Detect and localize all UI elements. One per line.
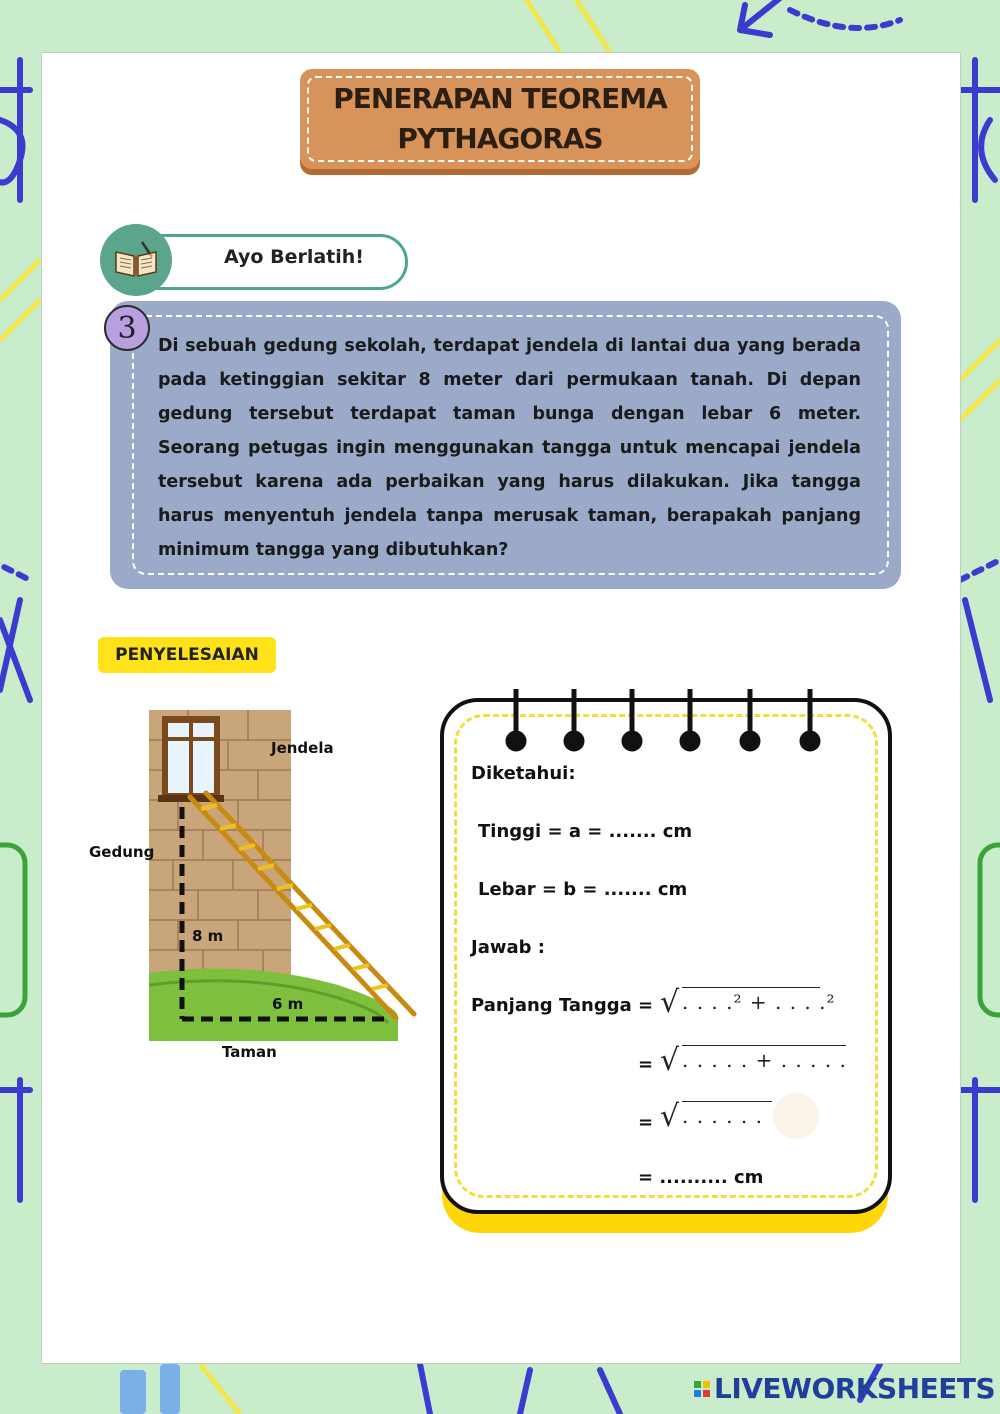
problem-text: Di sebuah gedung sekolah, terdapat jendela di lantai dua yang berada pada ketinggian sekitar 8 meter dari permukaan tanah. Di depan gedung tersebut terdapat taman bunga dengan lebar 6 meter. Seorang petugas ingin menggunakan tangga untuk mencapai jendela tersebut karena ada perbaikan yang harus dilakukan. Jika tangga harus menyentuh jendela tanpa merusak taman, berapakah panjang minimum tangga yang dibutuhkan? <box>158 336 861 560</box>
problem-number-badge: 3 <box>104 305 150 351</box>
equals-sign-2: = <box>638 1054 654 1075</box>
logo-grid-icon <box>694 1381 710 1397</box>
sqrt-icon: √ <box>660 1099 680 1134</box>
liveworksheets-logo <box>694 1372 995 1405</box>
section-icon-circle <box>100 224 172 296</box>
step3-sqrt <box>660 1099 763 1134</box>
known-label: Diketahui: <box>471 763 576 784</box>
page-title: PENERAPAN TEOREMA PYTHAGORAS <box>333 82 667 155</box>
pythagoras-diagram <box>89 705 428 1065</box>
width-input-line[interactable]: Lebar = b = ....... cm <box>478 879 688 900</box>
worksheet-page <box>41 52 961 1364</box>
solution-label: PENYELESAIAN <box>98 637 276 673</box>
width-label: 6 m <box>272 995 304 1013</box>
notebook-rings <box>440 683 884 753</box>
garden-label: Taman <box>222 1043 277 1061</box>
building-ladder-illustration <box>98 705 428 1065</box>
sqrt-icon: √ <box>660 985 680 1020</box>
step2-sqrt <box>660 1043 847 1078</box>
height-input-line[interactable]: Tinggi = a = ....... cm <box>478 821 693 842</box>
ladder-length-label: Panjang Tangga <box>471 995 632 1016</box>
title-banner <box>300 69 700 169</box>
answer-label: Jawab : <box>471 937 545 958</box>
step2-radicand-input[interactable]: . . . . . + . . . . . <box>682 1045 846 1072</box>
height-label: 8 m <box>192 927 224 945</box>
step1-radicand-input[interactable]: . . . .² + . . . .² <box>682 987 820 1014</box>
equals-sign-3: = <box>638 1112 654 1133</box>
open-book-icon <box>112 240 160 280</box>
window-label: Jendela <box>271 739 334 757</box>
step3-radicand-input[interactable]: . . . . . . <box>682 1101 772 1128</box>
sqrt-icon: √ <box>660 1043 680 1078</box>
brand-name: LIVEWORKSHEETS <box>714 1372 996 1405</box>
final-answer-line[interactable]: = .......... cm <box>638 1167 764 1188</box>
building-label: Gedung <box>89 843 155 861</box>
section-label: Ayo Berlatih! <box>224 246 364 268</box>
step1-sqrt <box>660 985 836 1020</box>
problem-card <box>110 301 901 589</box>
highlight-blob <box>773 1093 819 1139</box>
equals-sign-1: = <box>638 995 654 1016</box>
